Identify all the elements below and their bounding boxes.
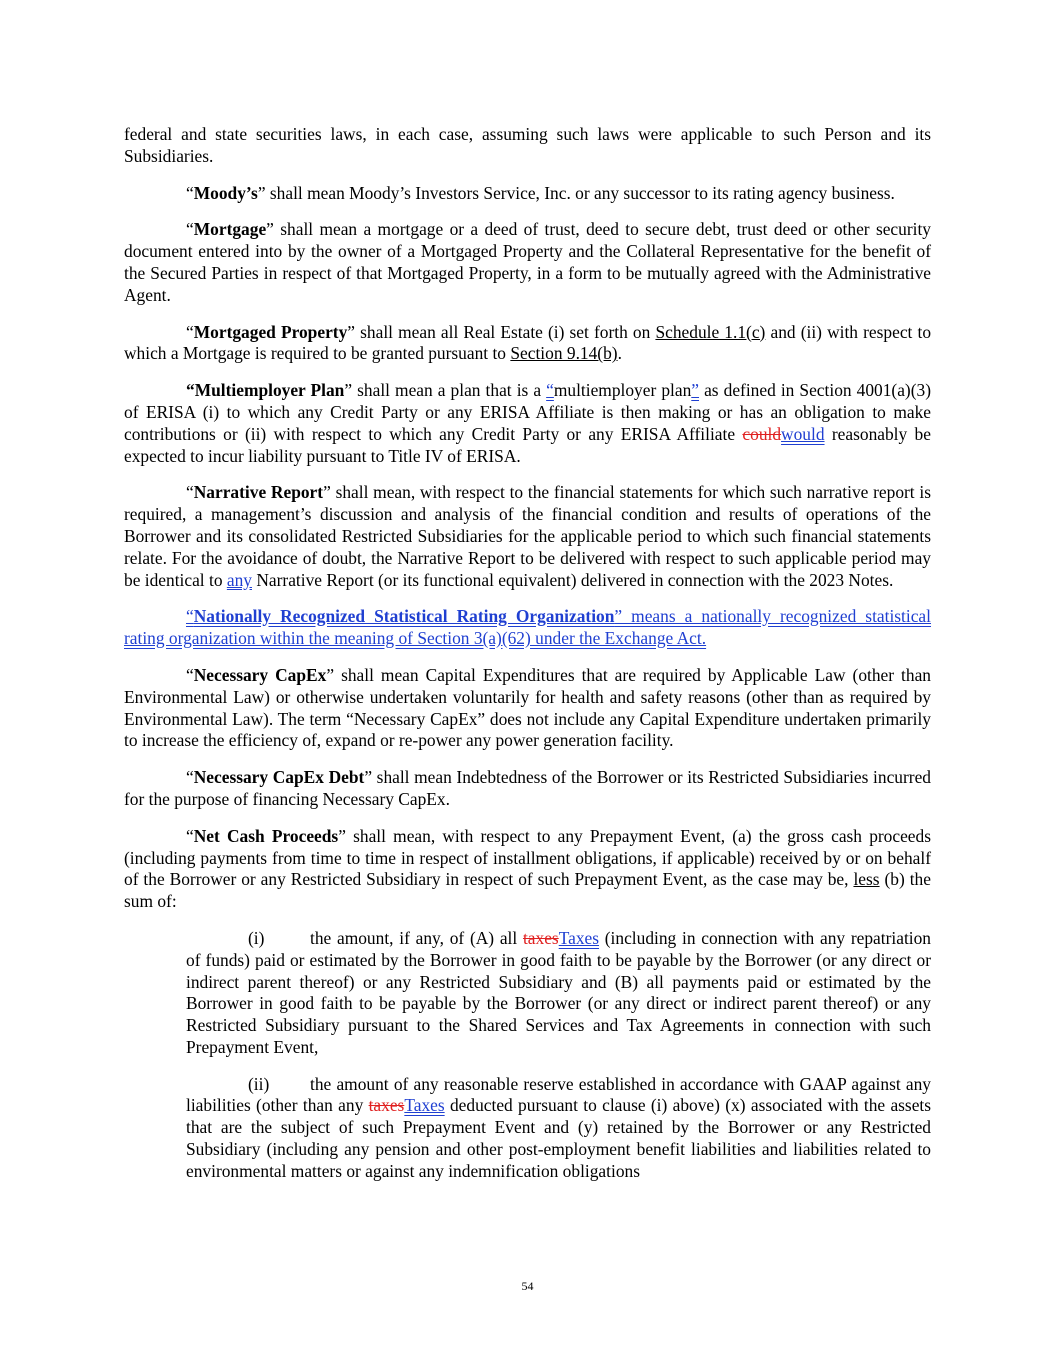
deleted-text: taxes <box>368 1095 405 1116</box>
definition-text: (b) the sum of: <box>124 869 931 912</box>
deleted-text: taxes <box>522 927 559 948</box>
definition-text: shall mean Moody’s Investors Service, Inc. or any successor to its rating agency business. <box>265 182 895 203</box>
paragraph-text: federal and state securities laws, in each case, assuming such laws were applicable to such Person and its Subsidiaries. <box>124 124 931 166</box>
open-quote: “ <box>186 767 194 788</box>
clause-text: the amount, if any, of (A) all <box>310 927 523 948</box>
definition-text: reasonably be expected to incur liability pursuant to Title IV of ERISA. <box>124 423 931 466</box>
clause-text: the amount of any reasonable reserve established in accordance with GAAP against any liabilities (other than any <box>186 1073 931 1116</box>
definition-nrsro <box>124 606 931 650</box>
inserted-text: Taxes <box>404 1095 445 1116</box>
defined-term: Necessary CapEx <box>193 664 327 685</box>
definition-mortgaged-property <box>124 322 931 366</box>
clause-text: (including in connection with any repatriation of funds) paid or estimated by the Borrower in good faith to be payable by the Borrower (or any direct or indirect parent thereof) or any Restricted Subsidiary and (B) all payments paid or estimated by the Borrower in good faith to be payable by the Borrower (or any direct or indirect parent thereof) or any Restricted Subsidiary pursuant to the Shared Services and Tax Agreements in connection with such Prepayment Event, <box>186 927 931 1057</box>
definition-mortgage <box>124 219 931 306</box>
close-quote: ” <box>344 380 353 401</box>
defined-term: Narrative Report <box>193 482 324 503</box>
definition-text: shall mean, with respect to the financial statements for which such narrative report is required, a management’s discussion and analysis of the financial condition and results of operations of the Borrower and its consolidated Restricted Subsidiaries for the applicable period to which such financial statements relate. For the avoidance of doubt, the Narrative Report to be delivered with respect to such applicable period may be identical to <box>124 482 931 590</box>
inserted-text: “ <box>546 380 554 401</box>
definition-text: shall mean Indebtedness of the Borrower or its Restricted Subsidiaries incurred for the purpose of financing Necessary CapEx. <box>124 767 931 809</box>
definition-text: shall mean all Real Estate (i) set forth on <box>355 321 656 342</box>
document-page <box>124 124 931 1198</box>
clause-text: deducted pursuant to clause (i) above) (x) associated with the assets that are the subject of such Prepayment Event and (y) retained by the Borrower or any Restricted Subsidiary (including any pension and other post-employment benefit liabilities and liabilities related to environmental matters or against any indemnification obligations <box>186 1095 932 1181</box>
definition-multiemployer-plan <box>124 380 931 467</box>
definition-necessary-capex-debt <box>124 767 931 811</box>
page-number: 54 <box>521 1279 534 1293</box>
definition-text: ” means a nationally recognized statistical rating organization within the meaning of Section 3(a)(62) under the Exchange Act. <box>124 606 931 649</box>
close-quote: ” <box>326 664 335 685</box>
inserted-text: Taxes <box>558 927 600 948</box>
definition-necessary-capex <box>124 665 931 752</box>
open-quote: “ <box>186 482 194 503</box>
paragraph-securities-laws <box>124 124 931 168</box>
clause-ii <box>186 1074 931 1183</box>
close-quote: ” <box>338 825 346 846</box>
clause-number: (i) <box>248 927 265 948</box>
definition-text: shall mean a plan that is a <box>352 380 547 401</box>
deleted-text: could <box>742 423 782 444</box>
section-reference: Section 9.14(b) <box>510 343 618 364</box>
definition-moodys <box>124 183 931 205</box>
defined-term: Net Cash Proceeds <box>193 825 339 846</box>
definition-text: as defined in Section 4001(a)(3) of ERISA (i) to which any Credit Party or any ERISA Affiliate is then making or has an obligation to make contributions or (ii) with respect to which any Credit Party or any ERISA Affiliate <box>124 380 932 444</box>
clause-i <box>186 928 931 1059</box>
definition-text: . <box>617 343 622 364</box>
open-quote: “ <box>186 219 194 240</box>
close-quote: ” <box>347 321 356 342</box>
open-quote: “ <box>186 825 194 846</box>
close-quote: ” <box>257 182 266 203</box>
defined-term: Nationally Recognized Statistical Rating Organization <box>193 606 615 627</box>
definition-text: and (ii) with respect to which a Mortgage is required to be granted pursuant to <box>124 321 932 364</box>
inserted-text: would <box>781 423 825 444</box>
close-quote: ” <box>323 482 331 503</box>
schedule-reference: Schedule 1.1(c) <box>655 321 766 342</box>
definition-text: Narrative Report (or its functional equivalent) delivered in connection with the 2023 Notes. <box>251 569 894 590</box>
inserted-text: any <box>226 569 252 590</box>
definition-text: multiemployer plan <box>553 380 692 401</box>
inserted-text: ” <box>691 380 700 401</box>
defined-term: Moody’s <box>193 182 258 203</box>
defined-term: Mortgage <box>193 219 267 240</box>
definition-text: shall mean, with respect to any Prepayment Event, (a) the gross cash proceeds (including payments from time to time in respect of installment obligations, if applicable) received by or on behalf of the Borrower or any Restricted Subsidiary in respect of such Prepayment Event, as the case may be, <box>124 825 931 890</box>
open-quote: “ <box>186 321 194 342</box>
defined-term: “Multiemployer Plan <box>186 380 345 401</box>
definition-text: shall mean a mortgage or a deed of trust, deed to secure debt, trust deed or other security document entered into by the owner of a Mortgaged Property and the Collateral Representative for the benefit of the Secured Parties in respect of that Mortgaged Property, in a form to be mutually agreed with the Administrative Agent. <box>124 219 931 305</box>
defined-term: Mortgaged Property <box>193 321 348 342</box>
open-quote: “ <box>186 182 194 203</box>
open-quote: “ <box>186 606 194 627</box>
underlined-less: less <box>853 869 880 890</box>
definition-text: shall mean Capital Expenditures that are required by Applicable Law (other than Environmental Law) or otherwise undertaken voluntarily for health and safety reasons (other than as required by Environmental Law). The term “Necessary CapEx” does not include any Capital Expenditure undertaken primarily to increase the efficiency of, expand or re-power any power generation facility. <box>124 664 931 751</box>
close-quote: ” <box>364 767 373 788</box>
clause-number: (ii) <box>248 1073 270 1094</box>
definition-net-cash-proceeds <box>124 826 931 913</box>
defined-term: Necessary CapEx Debt <box>193 767 365 788</box>
close-quote: ” <box>266 219 274 240</box>
definition-narrative-report <box>124 482 931 591</box>
open-quote: “ <box>186 664 194 685</box>
